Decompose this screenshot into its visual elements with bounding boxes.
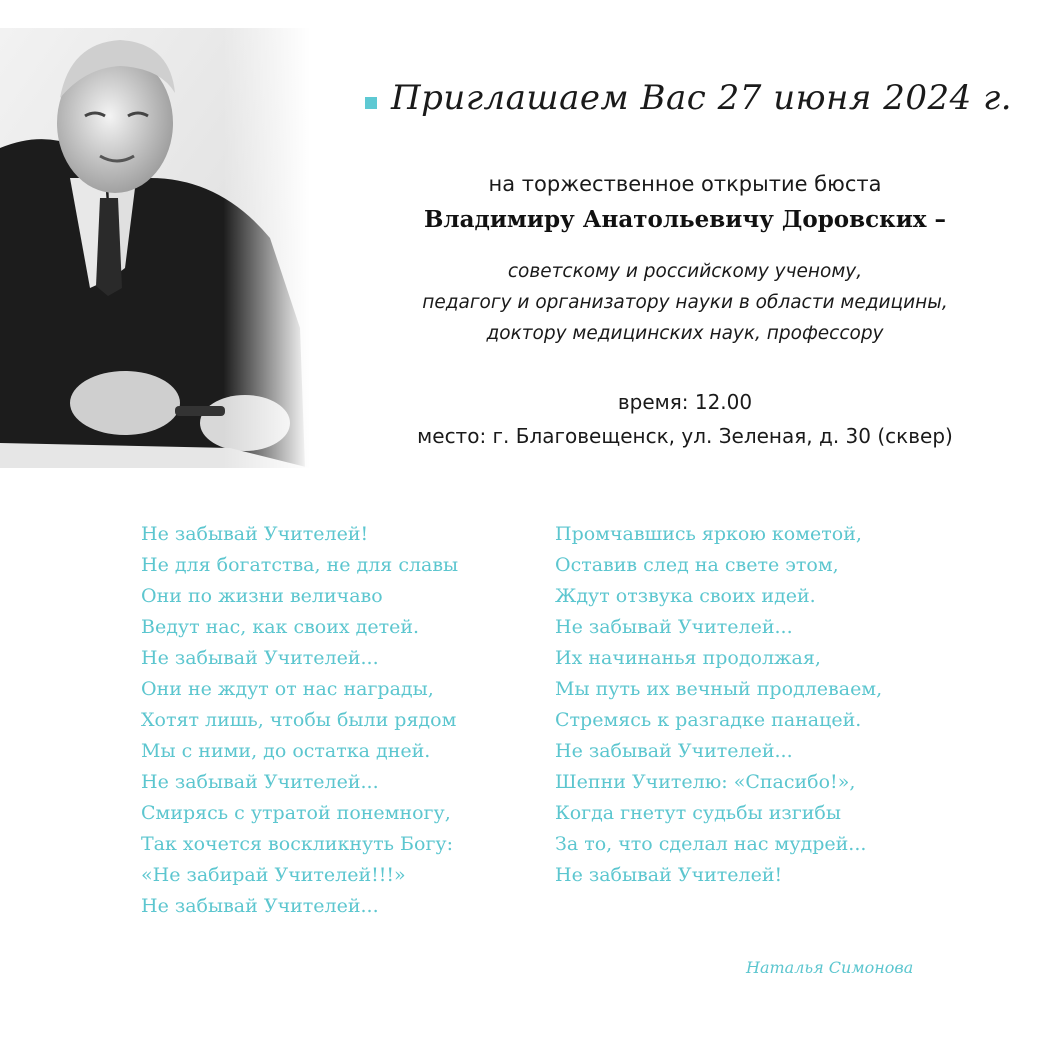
poem-line: Так хочется воскликнуть Богу: [141,833,453,855]
poem-line: Не забывай Учителей... [555,740,793,762]
poem-line: Мы путь их вечный продлеваем, [555,678,883,700]
poem-line: Стремясь к разгадке панацей. [555,709,862,731]
poem-line: Не забывай Учителей... [555,616,793,638]
event-date: 27 июня 2024 г. [717,78,1013,118]
poem-line: Не забывай Учителей... [141,647,379,669]
headline-text [391,78,1012,118]
honoree-name: Владимиру Анатольевичу Доровских – [423,206,946,233]
poem-line: Ждут отзвука своих идей. [555,585,816,607]
poem-line: Не забывай Учителей... [141,771,379,793]
poem-line: Не забывай Учителей! [141,523,369,545]
poem-line: Оставив след на свете этом, [555,554,839,576]
poem-line: Не забывай Учителей! [555,864,783,886]
poem-line: Когда гнетут судьбы изгибы [555,802,841,824]
poem-line: Ведут нас, как своих детей. [141,616,420,638]
poem-right-column [555,519,882,891]
poem-author: Наталья Симонова [746,958,914,977]
invite-text: Приглашаем Вас [391,78,707,118]
portrait-photo [0,28,310,468]
poem-line: «Не забирай Учителей!!!» [141,864,406,886]
accent-square [365,97,377,109]
title-line: советскому и российскому ученому, [507,261,863,282]
headline [365,78,1012,118]
event-intro: на торжественное открытие бюста [488,172,882,196]
poem-line: Промчавшись яркою кометой, [555,523,862,545]
honoree-titles [340,256,1030,349]
poem-line: За то, что сделал нас мудрей... [555,833,867,855]
poem-line: Мы с ними, до остатка дней. [141,740,431,762]
event-place: место: г. Благовещенск, ул. Зеленая, д. 30 (сквер) [417,424,953,448]
poem-left-column [141,519,458,922]
poem-line: Смирясь с утратой понемногу, [141,802,451,824]
poem-line: Они по жизни величаво [141,585,383,607]
poem-line: Хотят лишь, чтобы были рядом [141,709,457,731]
title-line: доктору медицинских наук, профессору [486,323,884,344]
event-time: время: 12.00 [617,390,753,414]
poem-line: Не для богатства, не для славы [141,554,459,576]
poem-line: Их начинанья продолжая, [555,647,821,669]
poem-line: Шепни Учителю: «Спасибо!», [555,771,856,793]
poem-line: Они не ждут от нас награды, [141,678,434,700]
poem-line: Не забывай Учителей... [141,895,379,917]
title-line: педагогу и организатору науки в области медицины, [422,292,948,313]
